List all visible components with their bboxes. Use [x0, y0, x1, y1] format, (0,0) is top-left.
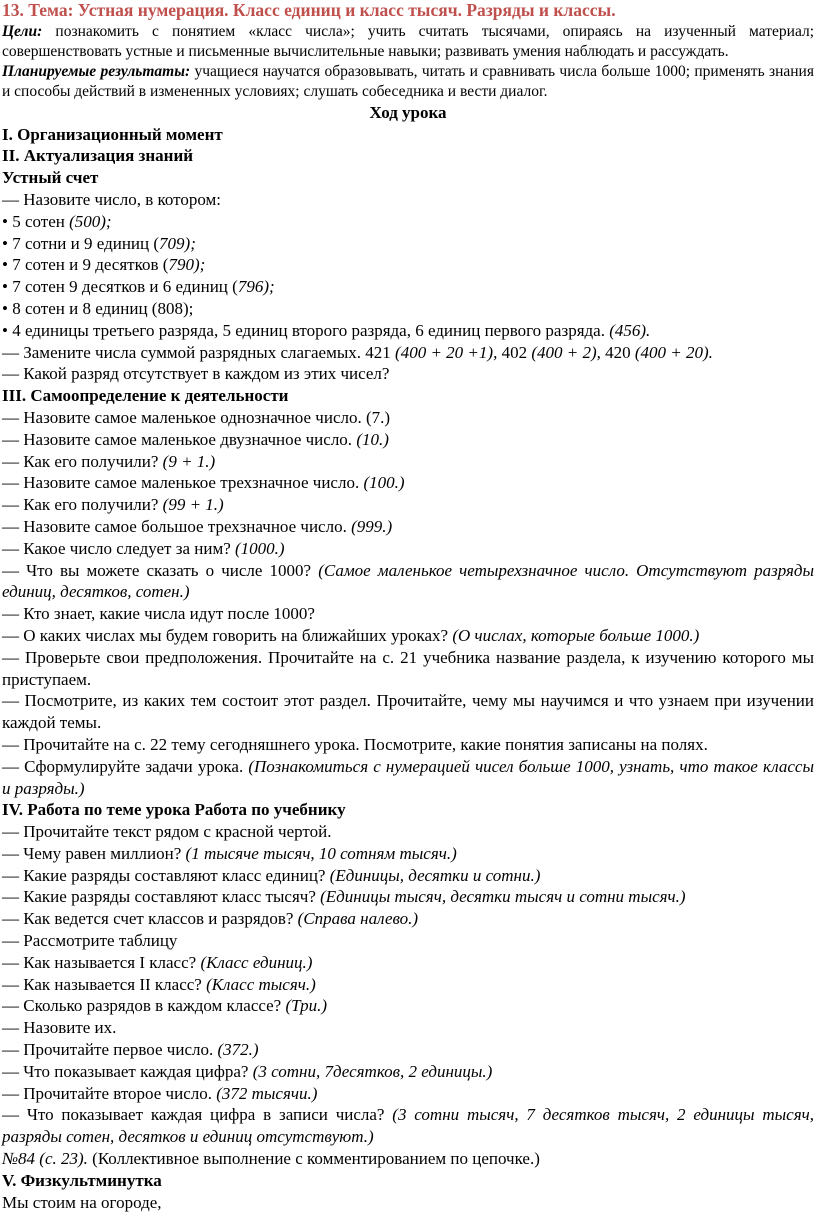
- dialog-line: — Как называется I класс? (Класс единиц.): [2, 952, 313, 972]
- dialog-line: — Какие разряды составляют класс тысяч? (Единицы тысяч, десятки тысяч и сотни тысяч.): [2, 887, 686, 907]
- exercise-line: №84 (с. 23). (Коллективное выполнение с комментированием по цепочке.): [2, 1149, 540, 1169]
- lesson-title: 13. Тема: Устная нумерация. Класс единиц и класс тысяч. Разряды и классы.: [2, 0, 616, 20]
- poem-line: Мы стоим на огороде,: [2, 1192, 162, 1212]
- section-heading-1: I. Организационный момент: [2, 124, 223, 144]
- dialog-line: — Кто знает, какие числа идут после 1000?: [2, 604, 315, 624]
- goals-label: Цели:: [2, 22, 43, 40]
- list-item: • 8 сотен и 8 единиц (808);: [2, 298, 194, 318]
- section-heading-3: III. Самоопределение к деятельности: [2, 386, 289, 406]
- dialog-line: — Прочитайте на с. 22 тему сегодняшнего урока. Посмотрите, какие понятия записаны на полях.: [2, 734, 708, 754]
- dialog-line: — Посмотрите, из каких тем состоит этот раздел. Прочитайте, чему мы научимся и что узнаем при изучении каждой темы.: [2, 691, 814, 733]
- dialog-line: — Назовите самое большое трехзначное число. (999.): [2, 516, 393, 536]
- dialog-line: — Чему равен миллион? (1 тысяче тысяч, 10 сотням тысяч.): [2, 843, 457, 863]
- dialog-line: — Назовите их.: [2, 1018, 117, 1038]
- dialog-line: — Сформулируйте задачи урока. (Познакомиться с нумерацией чисел больше 1000, узнать, что такое классы и разряды.): [2, 756, 814, 798]
- dialog-line: — Что показывает каждая цифра в записи числа? (3 сотни тысяч, 7 десятков тысяч, 2 единицы тысяч, разряды сотен, десятков и единиц отсутствуют.): [2, 1105, 814, 1147]
- results-text: учащиеся научатся образовывать, читать и сравнивать числа больше 1000; применять знания и способы действий в измененных условиях; слушать собеседника и вести диалог.: [2, 62, 814, 100]
- section-heading-2: II. Актуализация знаний: [2, 146, 194, 166]
- dialog-line: — Сколько разрядов в каждом классе? (Три.): [2, 996, 328, 1016]
- text-line: — Какой разряд отсутствует в каждом из этих чисел?: [2, 364, 390, 384]
- results-paragraph: [2, 62, 814, 102]
- dialog-line: — О каких числах мы будем говорить на ближайших уроках? (О числах, которые больше 1000.): [2, 625, 700, 645]
- goals-text: познакомить с понятием «класс числа»; учить считать тысячами, опираясь на изученный материал; совершенствовать устные и письменные вычислительные навыки; развивать умения наблюдать и рассуждать.: [2, 22, 814, 60]
- lesson-heading: Ход урока: [369, 102, 447, 122]
- goals-paragraph: [2, 22, 814, 62]
- dialog-line: — Какие разряды составляют класс единиц? (Единицы, десятки и сотни.): [2, 865, 541, 885]
- results-label: Планируемые результаты:: [2, 62, 191, 80]
- dialog-line: — Что вы можете сказать о числе 1000? (Самое маленькое четырехзначное число. Отсутствуют разряды единиц, десятков, сотен.): [2, 560, 814, 602]
- text-line: — Замените числа суммой разрядных слагаемых. 421 (400 + 20 +1), 402 (400 + 2), 420 (400 + 20).: [2, 342, 713, 362]
- text-line: — Назовите число, в котором:: [2, 189, 222, 209]
- dialog-line: — Назовите самое маленькое трехзначное число. (100.): [2, 473, 405, 493]
- list-item: • 7 сотен 9 десятков и 6 единиц (796);: [2, 277, 275, 297]
- dialog-line: — Прочитайте первое число. (372.): [2, 1040, 259, 1060]
- list-item: • 7 сотен и 9 десятков (790);: [2, 255, 206, 275]
- section-heading-5: V. Физкультминутка: [2, 1170, 162, 1190]
- dialog-line: — Как его получили? (99 + 1.): [2, 495, 224, 515]
- dialog-line: — Назовите самое маленькое однозначное число. (7.): [2, 407, 391, 427]
- dialog-line: — Какое число следует за ним? (1000.): [2, 538, 285, 558]
- oral-count-heading: Устный счет: [2, 168, 99, 188]
- dialog-line: — Как называется II класс? (Класс тысяч.): [2, 974, 316, 994]
- list-item: • 4 единицы третьего разряда, 5 единиц второго разряда, 6 единиц первого разряда. (456).: [2, 320, 651, 340]
- list-item: • 5 сотен (500);: [2, 211, 112, 231]
- dialog-line: — Как ведется счет классов и разрядов? (Справа налево.): [2, 909, 419, 929]
- dialog-line: — Прочитайте текст рядом с красной чертой.: [2, 822, 332, 842]
- dialog-line: — Что показывает каждая цифра? (3 сотни, 7десятков, 2 единицы.): [2, 1061, 493, 1081]
- dialog-line: — Прочитайте второе число. (372 тысячи.): [2, 1083, 318, 1103]
- section-heading-4: IV. Работа по теме урока Работа по учебнику: [2, 800, 346, 820]
- dialog-line: — Назовите самое маленькое двузначное число. (10.): [2, 429, 389, 449]
- dialog-line: — Проверьте свои предположения. Прочитайте на с. 21 учебника название раздела, к изучению которого мы приступаем.: [2, 647, 814, 689]
- list-item: • 7 сотни и 9 единиц (709);: [2, 233, 196, 253]
- dialog-line: — Рассмотрите таблицу: [2, 931, 178, 951]
- dialog-line: — Как его получили? (9 + 1.): [2, 451, 216, 471]
